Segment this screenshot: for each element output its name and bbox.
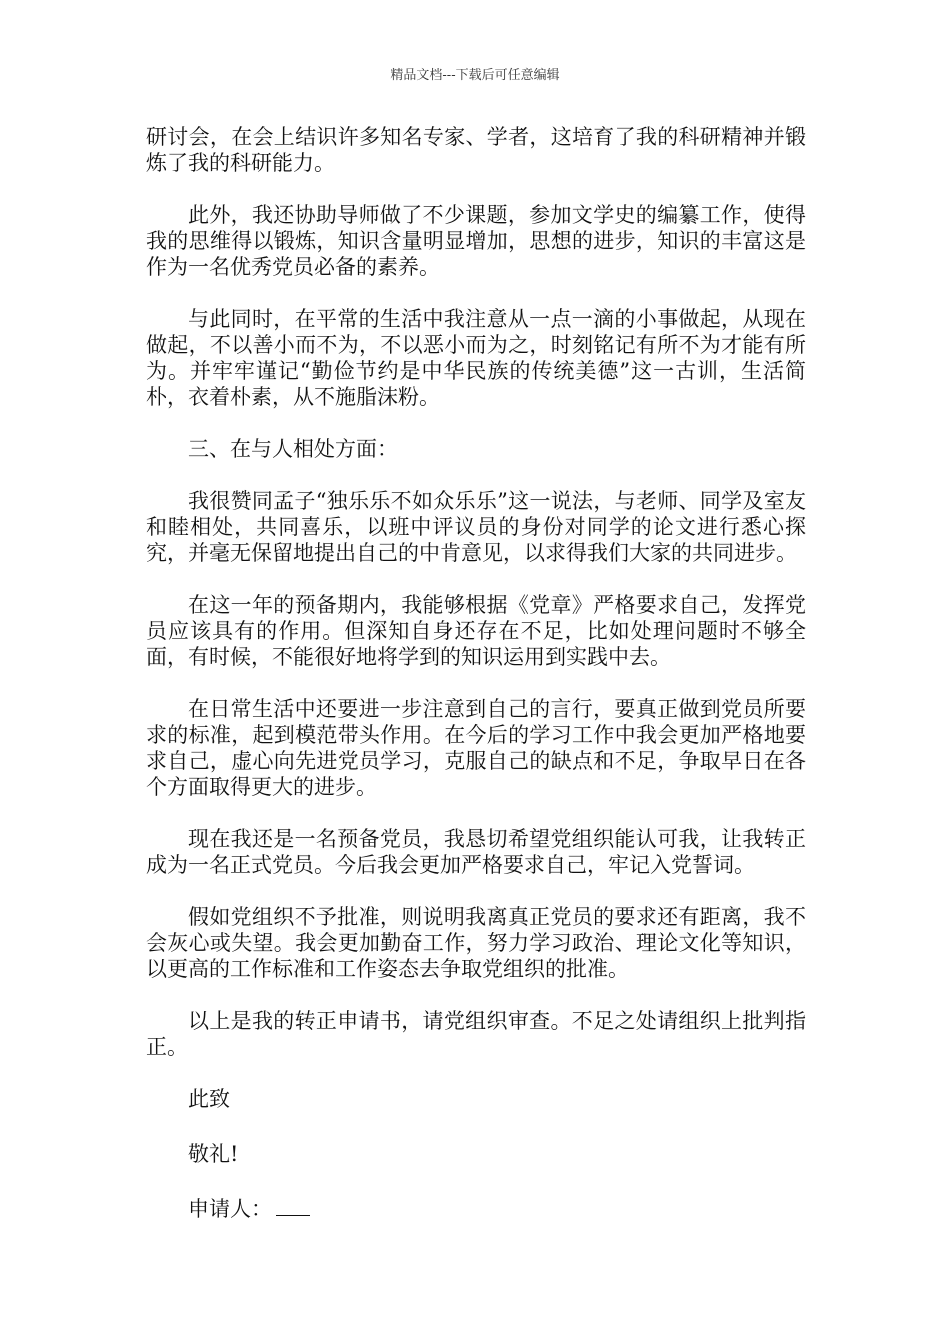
paragraph-conclusion: 以上是我的转正申请书，请党组织审查。不足之处请组织上批判指正。 (146, 1009, 806, 1059)
document-body (146, 124, 806, 1251)
paragraph-improvement: 在日常生活中还要进一步注意到自己的言行，要真正做到党员所要求的标准，起到模范带头作用。在今后的学习工作中我会更加严格地要求自己，虚心向先进党员学习，克服自己的缺点和不足，争取早日在各个方面取得更大的进步。 (146, 697, 806, 799)
applicant-line (146, 1196, 806, 1222)
paragraph-if-rejected: 假如党组织不予批准，则说明我离真正党员的要求还有距离，我不会灰心或失望。我会更加勤奋工作，努力学习政治、理论文化等知识，以更高的工作标准和工作姿态去争取党组织的批准。 (146, 905, 806, 981)
paragraph-daily-life: 与此同时，在平常的生活中我注意从一点一滴的小事做起，从现在做起，不以善小而不为，不以恶小而为之，时刻铭记有所不为才能有所为。并牢牢谨记“勤俭节约是中华民族的传统美德”这一古训，生活简朴，衣着朴素，从不施脂沫粉。 (146, 307, 806, 409)
closing-salutation: 此致 (188, 1087, 230, 1111)
closing-regards: 敬礼! (188, 1142, 239, 1166)
section-heading-relations: 三、在与人相处方面： (188, 437, 398, 461)
page-header: 精品文档---下载后可任意编辑 (390, 68, 560, 83)
paragraph-probation: 在这一年的预备期内，我能够根据《党章》严格要求自己，发挥党员应该具有的作用。但深知自身还存在不足，比如处理问题时不够全面，有时候，不能很好地将学到的知识运用到实践中去。 (146, 593, 806, 669)
paragraph-request: 现在我还是一名预备党员，我恳切希望党组织能认可我，让我转正成为一名正式党员。今后我会更加严格要求自己，牢记入党誓词。 (146, 827, 806, 877)
paragraph-relations: 我很赞同孟子“独乐乐不如众乐乐”这一说法，与老师、同学及室友和睦相处，共同喜乐，以班中评议员的身份对同学的论文进行悉心探究，并毫无保留地提出自己的中肯意见，以求得我们大家的共同进步。 (146, 489, 806, 565)
applicant-label: 申请人： (188, 1197, 272, 1221)
paragraph-research: 研讨会，在会上结识许多知名专家、学者，这培育了我的科研精神并锻炼了我的科研能力。 (146, 125, 806, 175)
paragraph-projects: 此外，我还协助导师做了不少课题，参加文学史的编纂工作，使得我的思维得以锻炼，知识含量明显增加，思想的进步，知识的丰富这是作为一名优秀党员必备的素养。 (146, 203, 806, 279)
applicant-signature-blank (276, 1197, 310, 1216)
